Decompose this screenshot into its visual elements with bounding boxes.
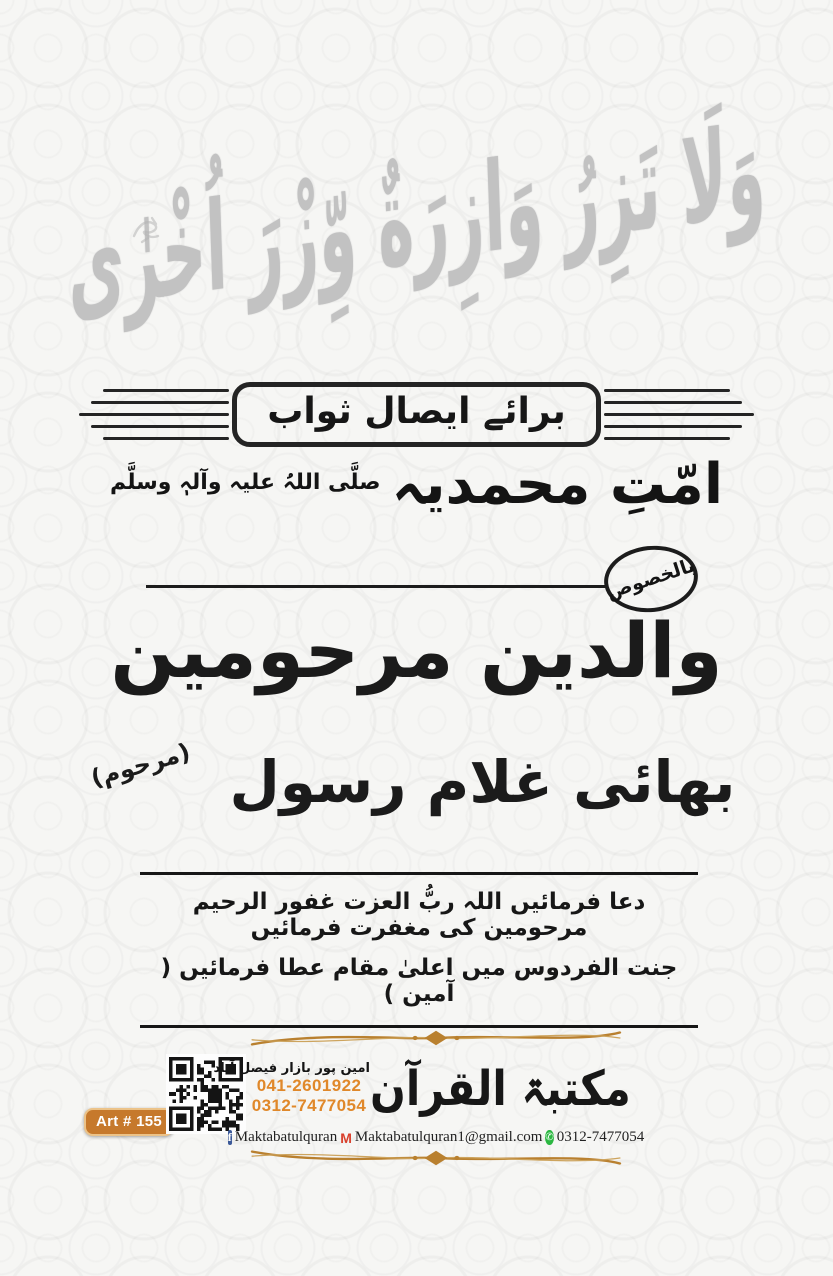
whatsapp-number: 0312-7477054 bbox=[556, 1129, 645, 1145]
quran-verse-calligraphy bbox=[0, 86, 833, 354]
whatsapp-icon: ✆ bbox=[545, 1132, 554, 1143]
header-box bbox=[232, 382, 601, 447]
dua-block bbox=[140, 872, 698, 1028]
deceased-note: (مرحوم) bbox=[87, 737, 193, 793]
email-address: Maktabatulquran1@gmail.com bbox=[354, 1129, 543, 1145]
speed-lines-left bbox=[79, 389, 229, 440]
calligrapher-signature-mark bbox=[128, 212, 168, 248]
dua-line-2: جنت الفردوس میں اعلیٰ مقام عطا فرمائیں ( آمین ) bbox=[160, 955, 678, 1007]
recipient-parents: والدین مرحومین bbox=[110, 606, 723, 695]
especially-divider bbox=[146, 546, 698, 612]
recipient-brother-name: بھائی غلام رسول bbox=[229, 748, 736, 816]
publisher-address: امین پور بازار فیصل آباد bbox=[213, 1060, 370, 1076]
divider-line bbox=[146, 585, 608, 588]
header-box-row bbox=[0, 382, 833, 447]
contact-block bbox=[213, 1060, 370, 1117]
ummah-text: امّتِ محمدیہ bbox=[391, 452, 724, 517]
phone-number-2: 0312-7477054 bbox=[251, 1096, 367, 1115]
speed-lines-right bbox=[604, 389, 754, 440]
especially-label: بالخصوص bbox=[604, 554, 698, 604]
salutation-text: صلَّی اللہُ علیہ وآلہٖ وسلَّم bbox=[109, 470, 381, 495]
quran-verse-text: وَلَا تَزِرُ وَازِرَةٌ وِّزْرَ اُخْرٰی bbox=[65, 99, 768, 341]
art-number-badge: Art # 155 bbox=[84, 1108, 174, 1136]
header-box-label: برائے ایصال ثواب bbox=[267, 391, 566, 432]
facebook-handle: Maktabatulquran bbox=[234, 1129, 338, 1145]
gold-swoosh-top bbox=[248, 1028, 624, 1048]
facebook-icon: f bbox=[227, 1130, 232, 1144]
gmail-icon: M bbox=[340, 1129, 352, 1146]
banner-main bbox=[213, 1048, 631, 1129]
publisher-name: مکتبۃ القرآن bbox=[370, 1060, 631, 1117]
phone-number-1: 041-2601922 bbox=[256, 1075, 362, 1095]
publisher-banner bbox=[213, 1028, 645, 1168]
ummah-line bbox=[0, 452, 833, 517]
dua-line-1: دعا فرمائیں اللہ ربُّ العزت غفور الرحیم مرحومین کی مغفرت فرمائیں bbox=[192, 889, 646, 941]
social-contact-row bbox=[227, 1129, 645, 1148]
gold-swoosh-bottom bbox=[248, 1148, 624, 1168]
recipient-brother bbox=[0, 737, 833, 816]
